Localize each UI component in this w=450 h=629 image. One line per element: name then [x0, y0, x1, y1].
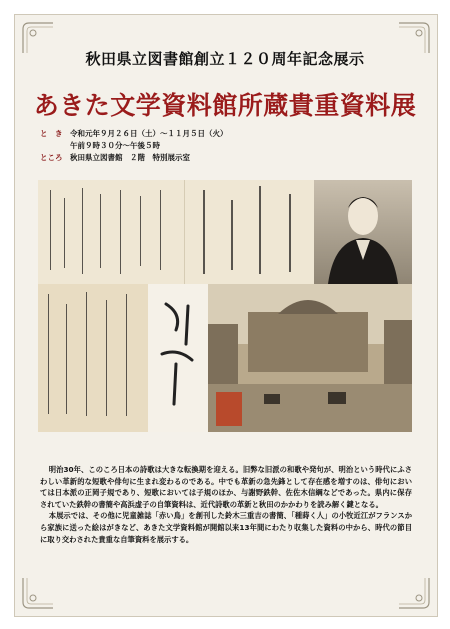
portrait-photo: [314, 180, 412, 284]
calligraphy-card-image: [148, 284, 208, 432]
exhibition-description: [40, 464, 412, 545]
corner-ornament-icon: [397, 576, 431, 610]
place-value: 秋田県立図書館 ２階 特別展示室: [70, 153, 190, 162]
description-paragraph-1: 明治30年、このころ日本の詩歌は大きな転換期を迎える。旧弊な旧派の和歌や発句が、明治という時代にふさわしい革新的な短歌や俳句に生まれ変わるのである。中でも革新の急先鋒として存在感を増すのは、俳句においては日本派の正岡子規であり、短歌においては子規のほか、与謝野鉄幹、佐佐木信綱などであった。県内に保存されていた鉄幹の書簡や高浜虚子の自筆資料は、近代詩歌の革新と秋田のかかわりを読み解く鍵となる。: [40, 465, 412, 509]
date-key: と き: [40, 129, 63, 138]
time-row: [40, 140, 228, 152]
paris-postcard-image: [208, 284, 412, 432]
corner-ornament-icon: [21, 576, 55, 610]
manuscript-note-image: [38, 284, 148, 432]
date-value: 令和元年９月２６日（土）～１１月５日（火）: [70, 129, 228, 138]
date-row: [40, 128, 228, 140]
place-row: [40, 152, 228, 164]
exhibition-subtitle: 秋田県立図書館創立１２０周年記念展示: [85, 50, 365, 68]
manuscript-letter-image: [38, 180, 184, 284]
place-key: ところ: [40, 153, 63, 162]
event-info: [40, 128, 228, 164]
exhibition-title: あきた文学資料館所蔵貴重資料展: [33, 91, 417, 120]
document-photo-collage: [38, 180, 412, 432]
manuscript-poem-image: [184, 180, 315, 284]
description-paragraph-2: 本展示では、その他に児童雑誌「赤い鳥」を創刊した鈴木三重吉の書簡、「種蒔く人」の小牧近江がフランスから家族に送った絵はがきなど、あきた文学資料館が開館以来13年間にわたり収集した資料の中から、時代の節目に取り交わされた貴重な自筆資料を展示する。: [40, 511, 412, 544]
time-value: 午前９時３０分～午後５時: [70, 141, 160, 150]
